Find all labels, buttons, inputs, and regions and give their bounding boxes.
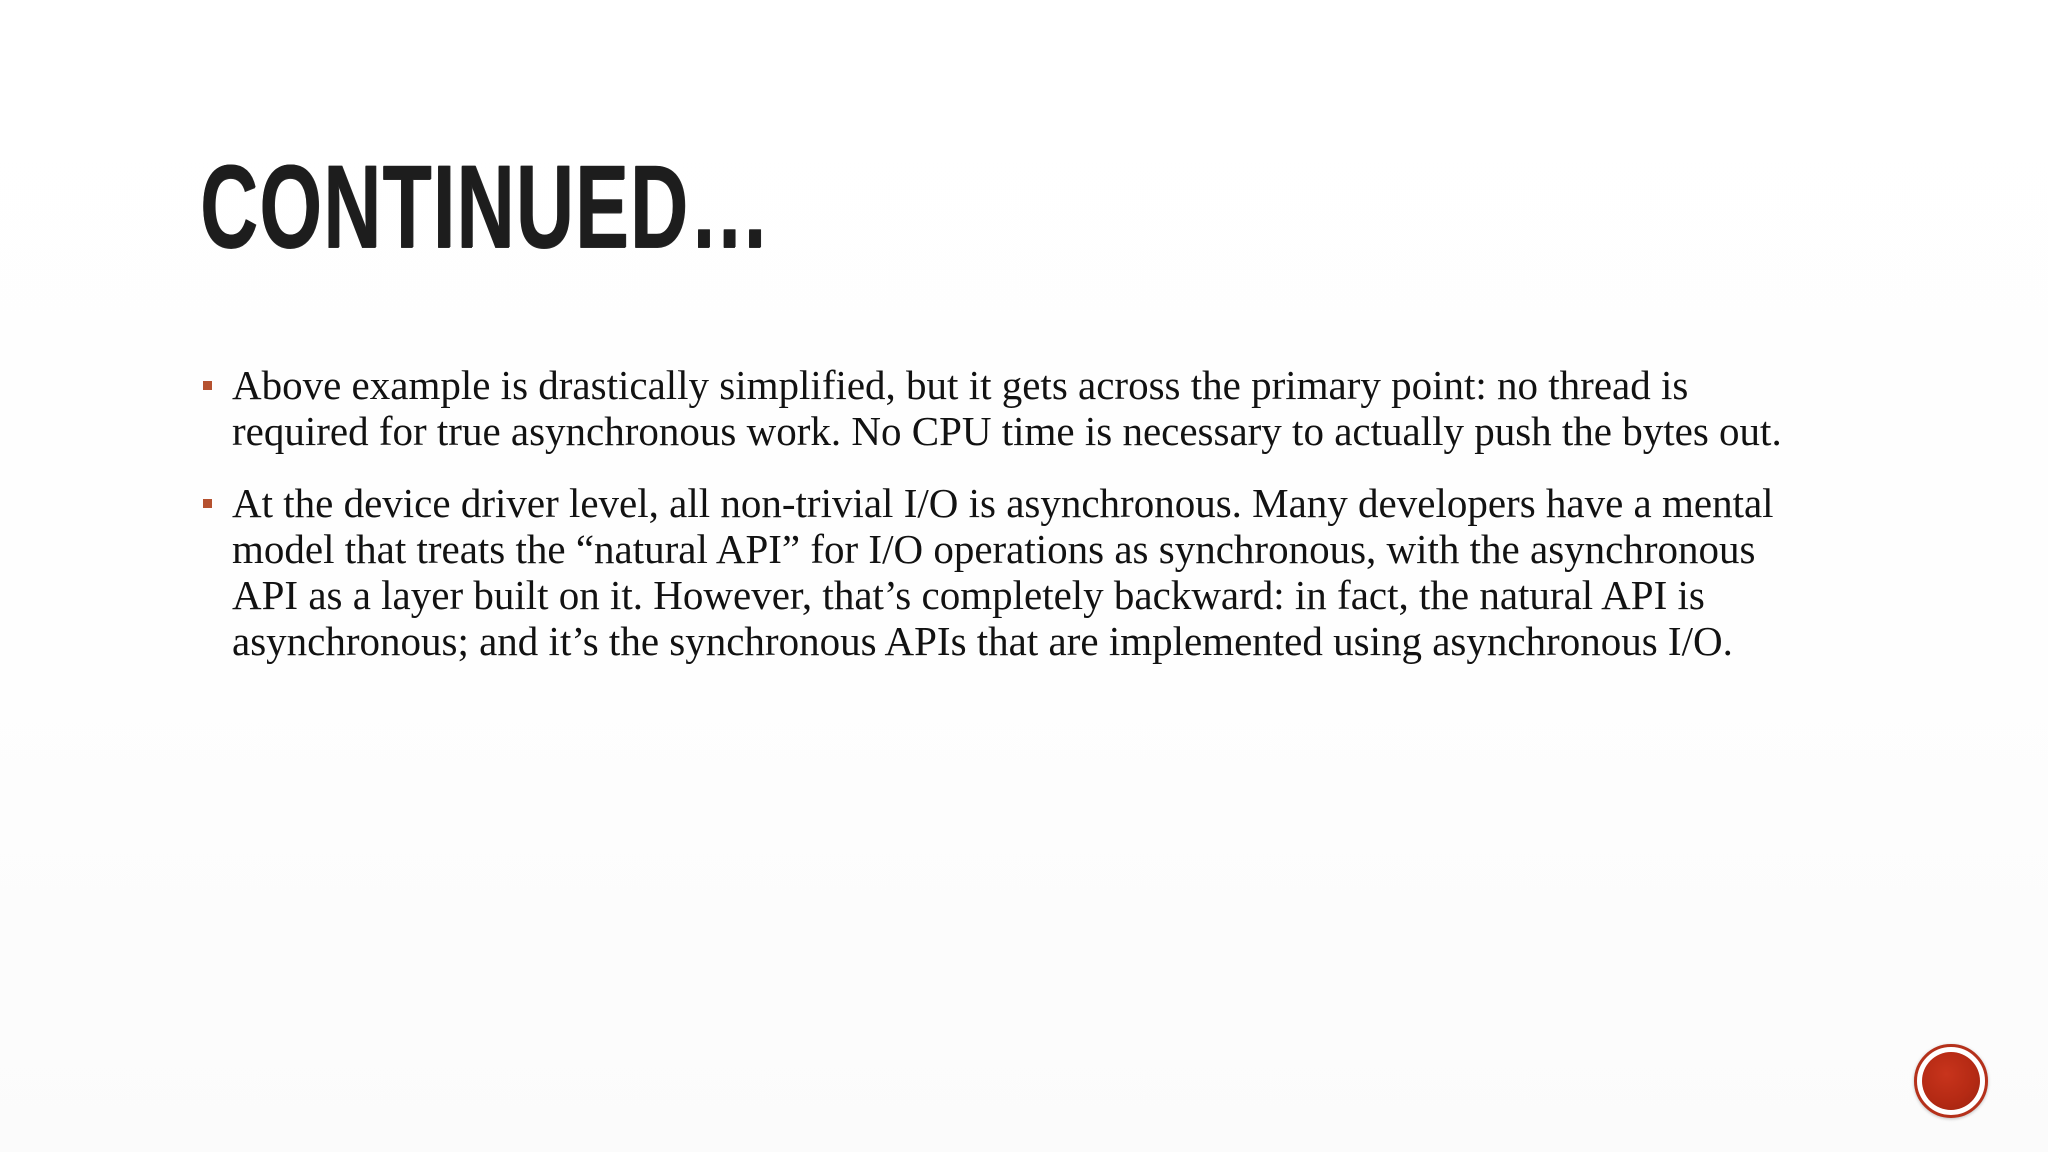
- bullet-square-icon: [203, 499, 212, 508]
- bullet-list: [200, 362, 1800, 690]
- bullet-text: At the device driver level, all non-trivial I/O is asynchronous. Many developers have a mental model that treats the “natural API” for I/O operations as synchronous, with the asynchronous API as a layer built on it. However, that’s completely backward: in fact, the natural API is asynchronous; and it’s the synchronous APIs that are implemented using asynchronous I/O.: [232, 480, 1774, 664]
- bullet-square-icon: [203, 381, 212, 390]
- slide-nav-button[interactable]: [1914, 1044, 1988, 1118]
- bullet-text: Above example is drastically simplified, but it gets across the primary point: no thread is required for true asynchronous work. No CPU time is necessary to actually push the bytes out.: [232, 362, 1782, 454]
- list-item: [200, 480, 1800, 664]
- list-item: [200, 362, 1800, 454]
- slide-title: CONTINUED…: [200, 141, 771, 273]
- circle-button-icon: [1922, 1052, 1980, 1110]
